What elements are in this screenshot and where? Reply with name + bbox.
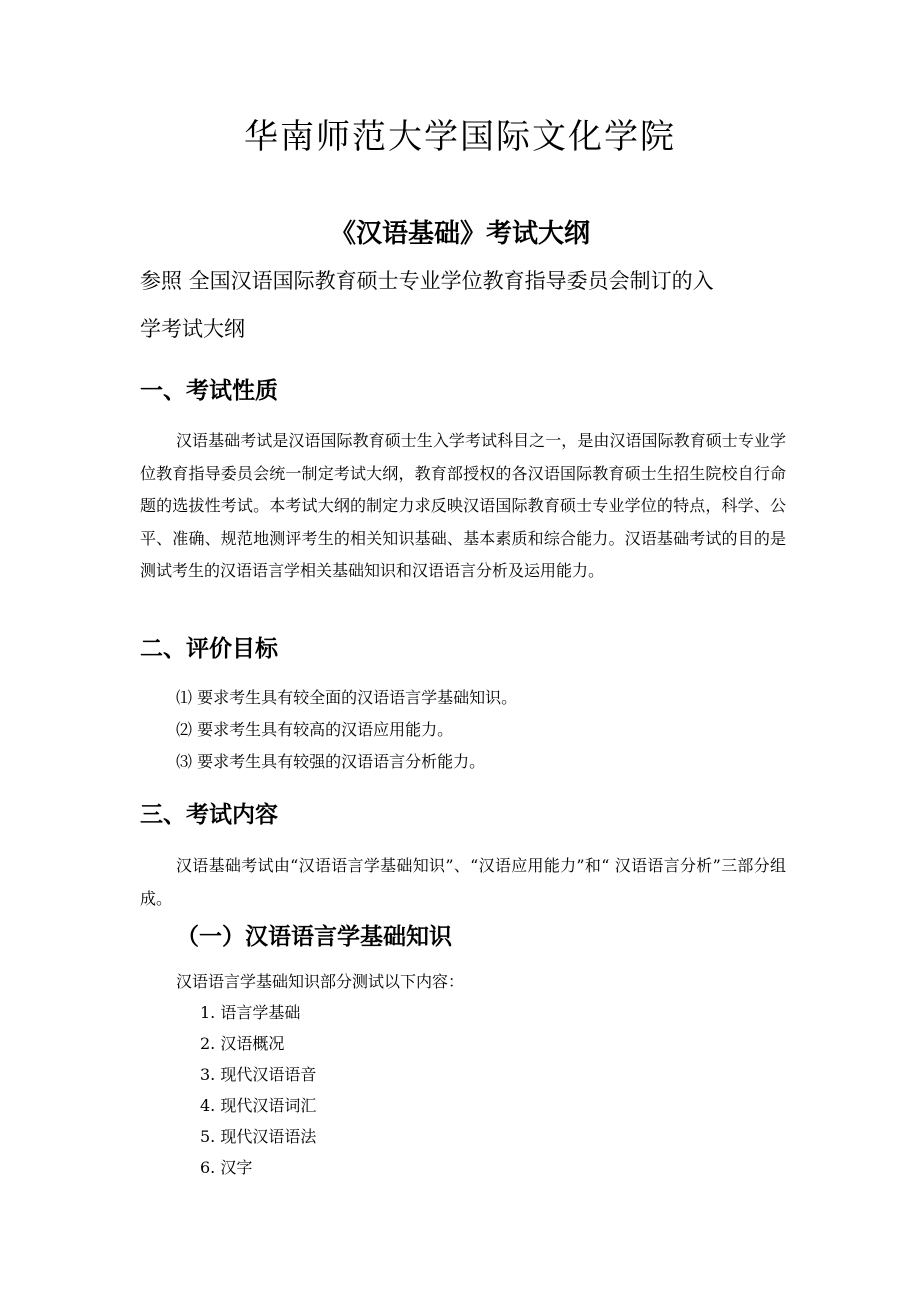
section-1-heading: 一、考试性质	[140, 378, 278, 404]
subsection-1-heading: （一）汉语语言学基础知识	[176, 924, 452, 950]
objective-item-3: ⑶ 要求考生具有较强的汉语语言分析能力。	[176, 752, 486, 771]
document-subtitle: 《汉语基础》考试大纲	[329, 219, 590, 249]
reference-line-2: 学考试大纲	[140, 317, 245, 341]
objective-item-2: ⑵ 要求考生具有较高的汉语应用能力。	[176, 720, 454, 739]
content-list-item: 6. 汉字	[200, 1158, 253, 1177]
content-list-item: 2. 汉语概况	[200, 1034, 285, 1053]
section-2-heading: 二、评价目标	[140, 636, 278, 662]
content-list-item: 5. 现代汉语语法	[200, 1127, 317, 1146]
content-list-item: 3. 现代汉语语音	[200, 1065, 317, 1084]
institution-title: 华南师范大学国际文化学院	[244, 117, 676, 157]
objective-item-1: ⑴ 要求考生具有较全面的汉语语言学基础知识。	[176, 688, 518, 707]
subsection-1-intro: 汉语语言学基础知识部分测试以下内容：	[176, 972, 465, 991]
content-list-item: 4. 现代汉语词汇	[200, 1096, 317, 1115]
section-3-paragraph: 汉语基础考试由“汉语语言学基础知识”、“汉语应用能力”和“ 汉语语言分析”三部分组成。	[140, 856, 786, 908]
reference-line-1: 参照 全国汉语国际教育硕士专业学位教育指导委员会制订的入	[140, 269, 714, 293]
content-list-item: 1. 语言学基础	[200, 1003, 301, 1022]
section-3-heading: 三、考试内容	[140, 802, 278, 828]
section-1-paragraph: 汉语基础考试是汉语国际教育硕士生入学考试科目之一，是由汉语国际教育硕士专业学位教育指导委员会统一制定考试大纲，教育部授权的各汉语国际教育硕士生招生院校自行命题的选拔性考试。本考试大纲的制定力求反映汉语国际教育硕士专业学位的特点，科学、公平、准确、规范地测评考生的相关知识基础、基本素质和综合能力。汉语基础考试的目的是测试考生的汉语语言学相关基础知识和汉语语言分析及运用能力。	[140, 431, 786, 580]
